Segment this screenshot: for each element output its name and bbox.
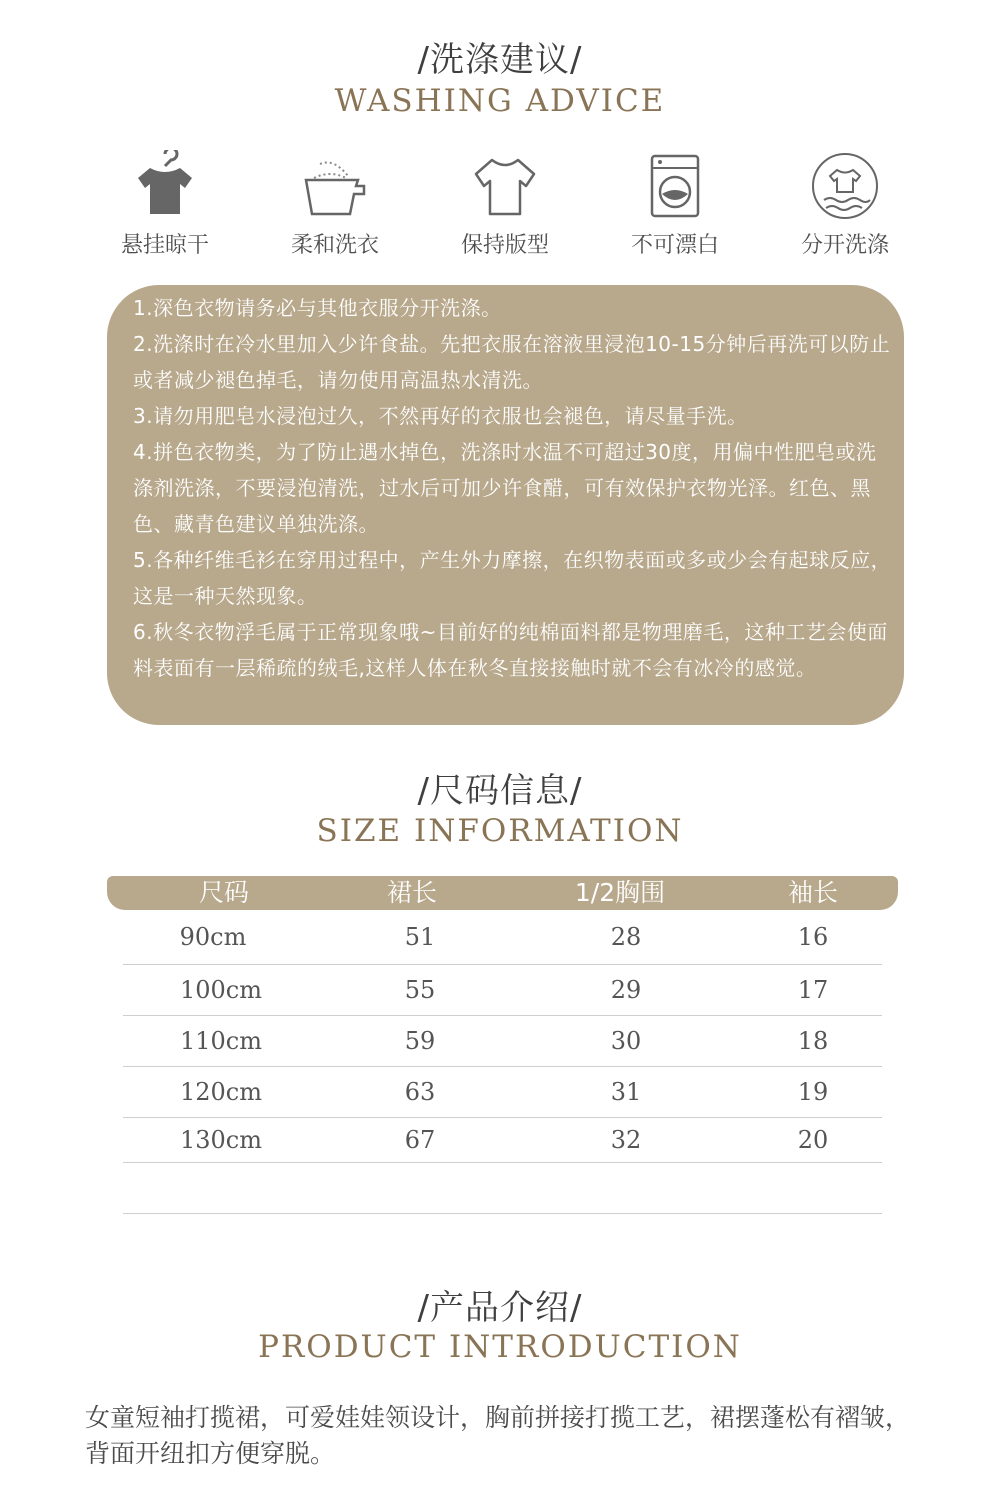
table-row <box>123 910 882 965</box>
cell-sleeve-length: 18 <box>797 1027 829 1055</box>
cell-size: 100cm <box>179 976 263 1004</box>
cell-half-chest: 30 <box>610 1027 642 1055</box>
product-title-cn: /产品介绍/ <box>417 1288 583 1328</box>
table-row <box>123 1067 882 1118</box>
table-row <box>123 1016 882 1067</box>
advice-list <box>133 290 893 686</box>
cell-dress-length: 55 <box>404 976 436 1004</box>
care-label-hang-dry: 悬挂晾干 <box>120 233 209 258</box>
separate-wash-icon <box>810 150 880 222</box>
washing-title-en: WASHING ADVICE <box>334 83 666 119</box>
header-dress-length: 裙长 <box>386 878 438 907</box>
table-row <box>123 1118 882 1163</box>
header-sleeve-length: 袖长 <box>787 878 839 907</box>
advice-item: 1.深色衣物请务必与其他衣服分开洗涤。 <box>133 296 502 320</box>
product-description: 女童短袖打揽裙，可爱娃娃领设计，胸前拼接打揽工艺，裙摆蓬松有褶皱，背面开纽扣方便穿脱。 <box>85 1403 911 1468</box>
size-table <box>107 876 898 1214</box>
table-row-empty <box>123 1163 882 1214</box>
header-half-chest: 1/2胸围 <box>574 878 666 907</box>
advice-item: 2.洗涤时在冷水里加入少许食盐。先把衣服在溶液里浸泡10-15分钟后再洗可以防止或者减少褪色掉毛，请勿使用高温热水清洗。 <box>133 332 891 392</box>
cell-dress-length: 67 <box>404 1126 436 1154</box>
cell-sleeve-length: 17 <box>797 976 829 1004</box>
cell-half-chest: 28 <box>610 923 642 951</box>
cell-sleeve-length: 19 <box>797 1078 829 1106</box>
size-title-cn: /尺码信息/ <box>417 771 583 811</box>
product-title-en: PRODUCT INTRODUCTION <box>258 1329 742 1365</box>
advice-item: 3.请勿用肥皂水浸泡过久，不然再好的衣服也会褪色，请尽量手洗。 <box>133 404 748 428</box>
care-label-no-bleach: 不可漂白 <box>630 233 719 258</box>
cell-half-chest: 31 <box>610 1078 642 1106</box>
care-label-gentle-wash: 柔和洗衣 <box>290 233 379 258</box>
size-title-en: SIZE INFORMATION <box>316 813 684 849</box>
cell-size: 90cm <box>179 923 247 951</box>
care-item-hang-dry <box>80 150 250 259</box>
cell-half-chest: 32 <box>610 1126 642 1154</box>
hanging-shirt-icon <box>130 150 200 222</box>
cell-sleeve-length: 16 <box>797 923 829 951</box>
care-item-keep-shape <box>420 150 590 259</box>
tshirt-outline-icon <box>470 150 540 222</box>
advice-item: 6.秋冬衣物浮毛属于正常现象哦~目前好的纯棉面料都是物理磨毛，这种工艺会使面料表面有一层稀疏的绒毛,这样人体在秋冬直接接触时就不会有冰冷的感觉。 <box>133 620 888 680</box>
care-item-wash-separately <box>760 150 930 259</box>
size-table-header <box>107 876 898 910</box>
cell-size: 110cm <box>179 1027 263 1055</box>
cell-dress-length: 59 <box>404 1027 436 1055</box>
washing-title-cn: /洗涤建议/ <box>417 40 583 80</box>
cell-sleeve-length: 20 <box>797 1126 829 1154</box>
table-row <box>123 965 882 1016</box>
care-label-wash-separately: 分开洗涤 <box>800 233 889 258</box>
care-item-gentle-wash <box>250 150 420 259</box>
cell-dress-length: 51 <box>404 923 436 951</box>
cell-dress-length: 63 <box>404 1078 436 1106</box>
care-icons-row <box>80 150 940 270</box>
advice-item: 4.拼色衣物类，为了防止遇水掉色，洗涤时水温不可超过30度，用偏中性肥皂或洗涤剂洗涤，不要浸泡清洗，过水后可加少许食醋，可有效保护衣物光泽。红色、黑色、藏青色建议单独洗涤。 <box>133 440 877 536</box>
gentle-wash-basin-icon <box>300 150 370 222</box>
cell-half-chest: 29 <box>610 976 642 1004</box>
advice-item: 5.各种纤维毛衫在穿用过程中，产生外力摩擦，在织物表面或多或少会有起球反应，这是一种天然现象。 <box>133 548 892 608</box>
care-label-keep-shape: 保持版型 <box>460 233 549 258</box>
care-item-no-bleach <box>590 150 760 259</box>
header-size: 尺码 <box>198 878 250 907</box>
cell-size: 120cm <box>179 1078 263 1106</box>
washing-machine-icon <box>640 150 710 222</box>
cell-size: 130cm <box>179 1126 263 1154</box>
